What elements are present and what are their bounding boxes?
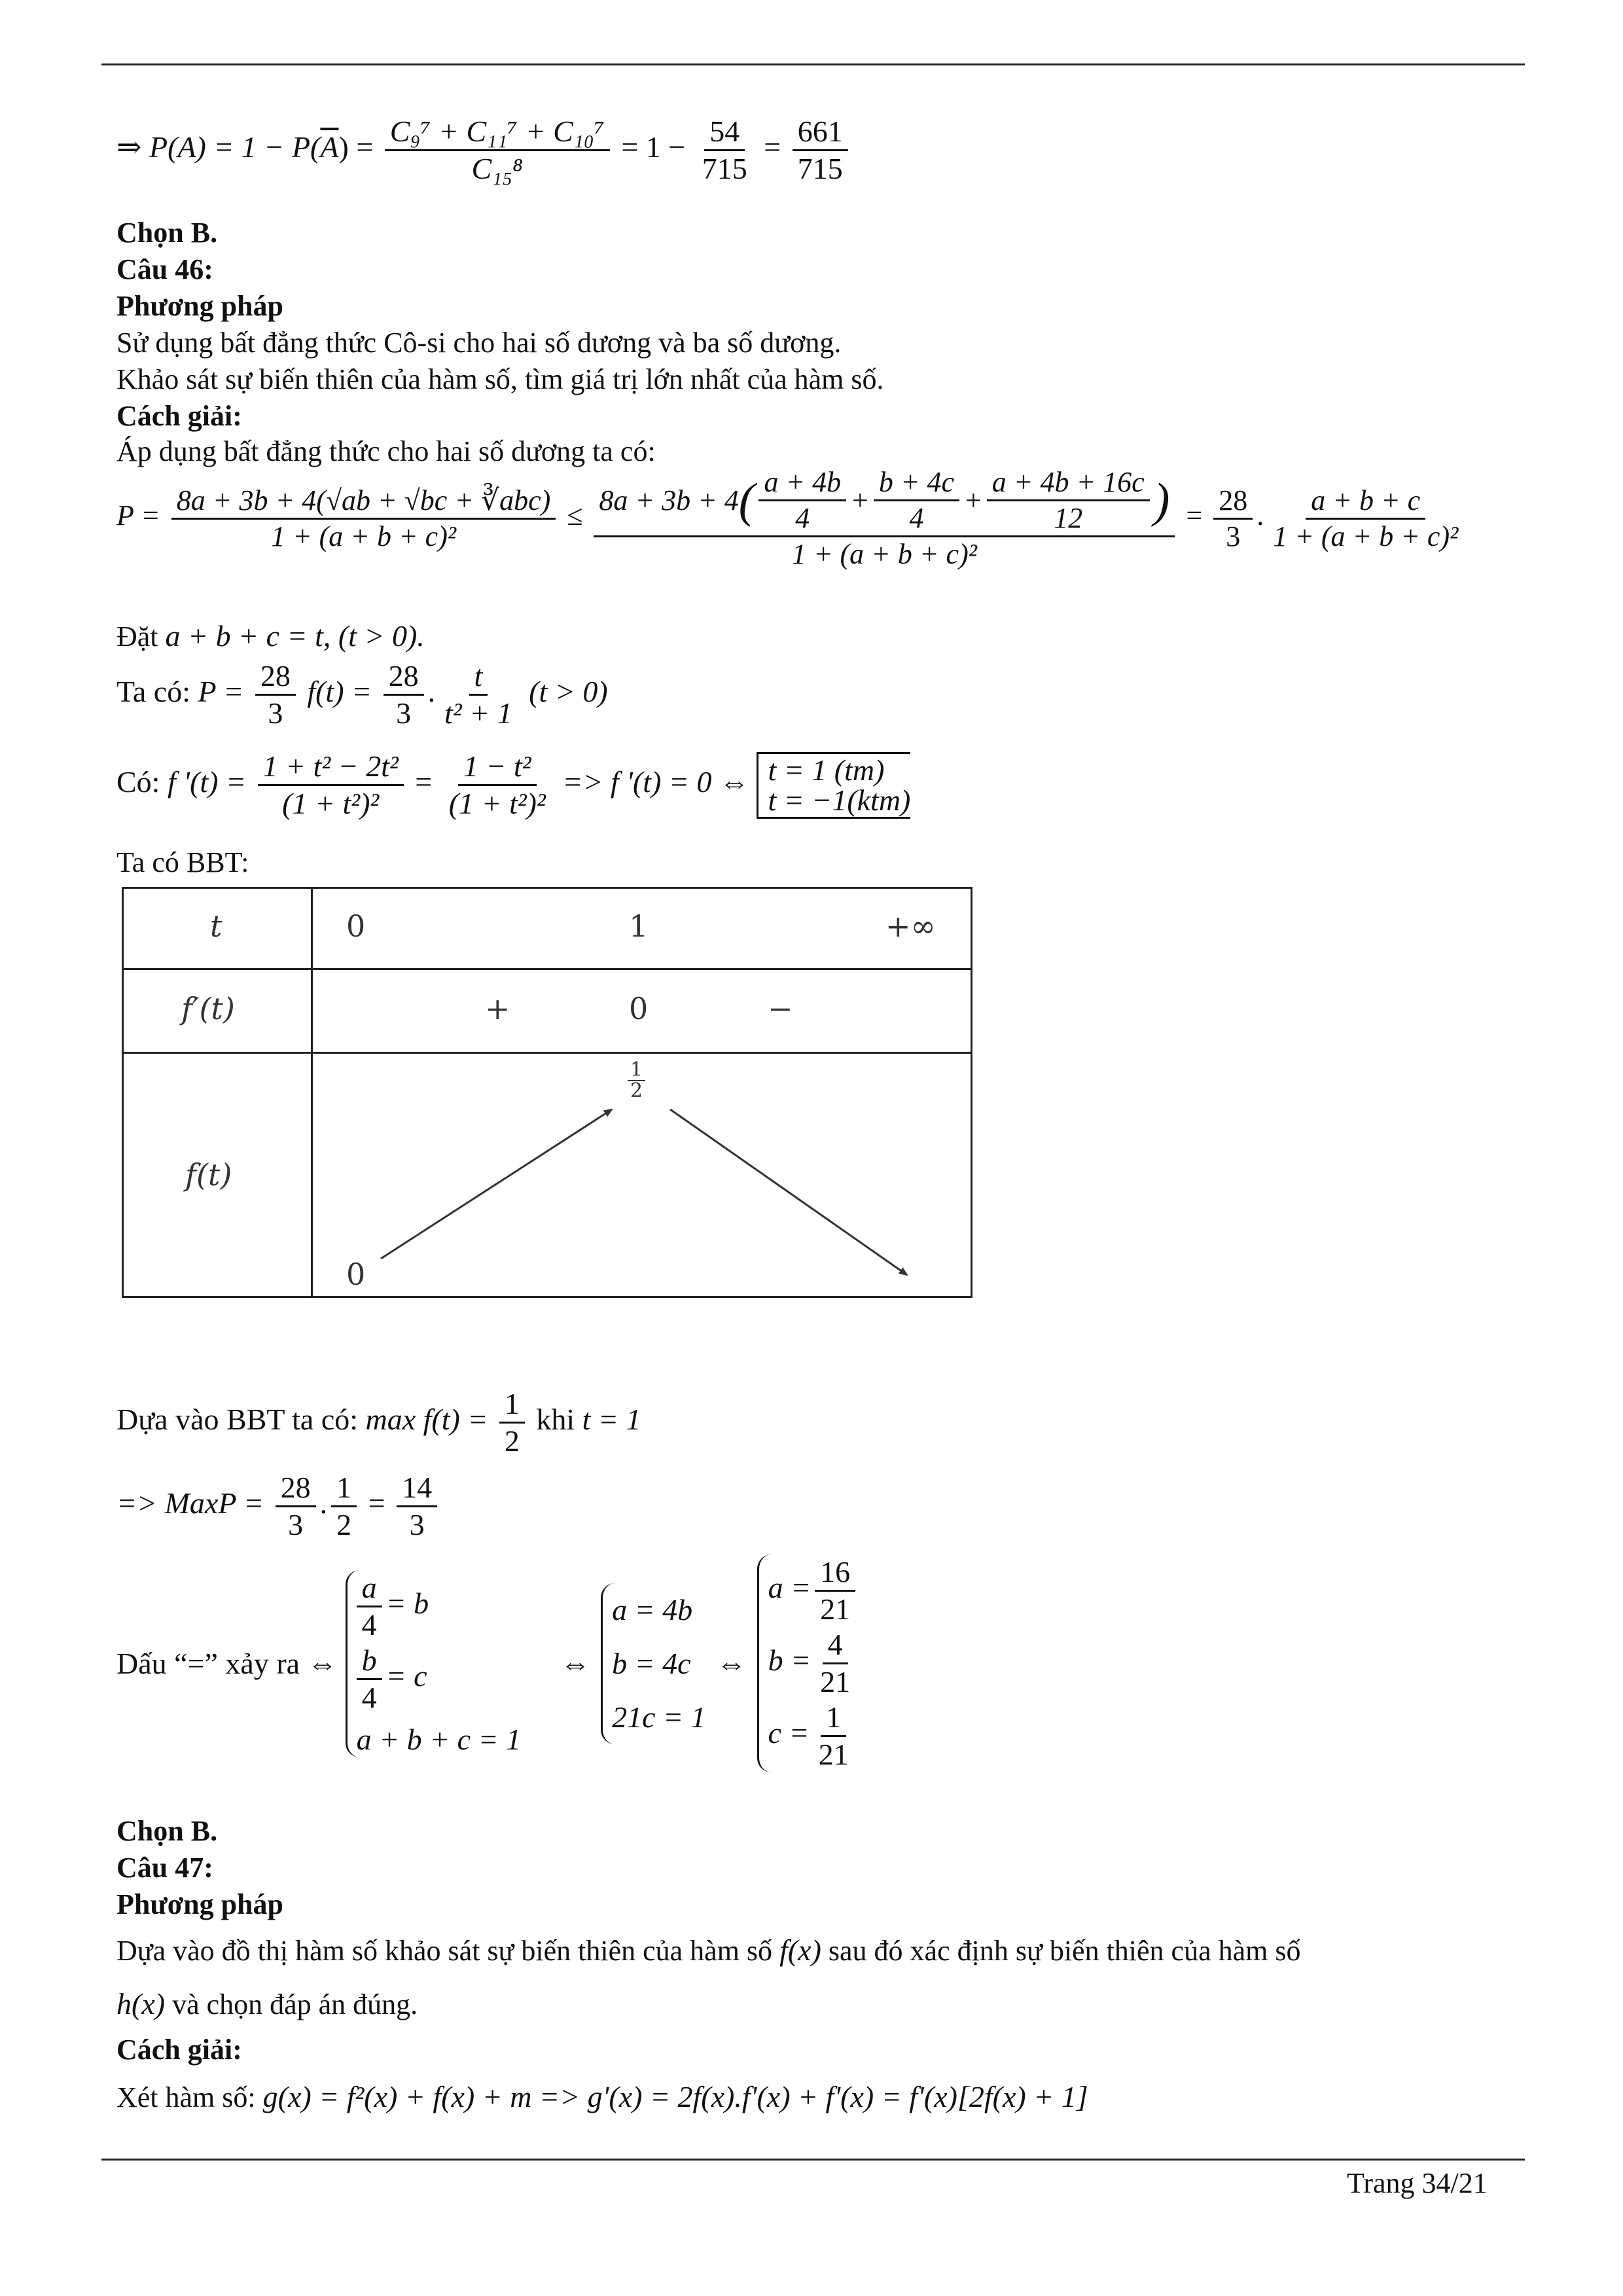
method-line-1: Sử dụng bất đẳng thức Cô-si cho hai số dương và ba số dương. xyxy=(116,327,842,359)
table-t-1: 1 xyxy=(629,908,649,944)
chon-b-heading-2: Chọn B. xyxy=(116,1815,218,1847)
taco-p-line: Ta có: P = $\frac{28}{3}$ f(t) = $\frac{28}{3}$ . $\frac{t}{\text{t² + 1}}$ (t > 0) xyxy=(116,659,608,730)
a-bar: $\overline{A}$ xyxy=(320,130,339,164)
system-2: a = 4b b = 4c 21c = 1 xyxy=(601,1583,705,1744)
method-line-2: Khảo sát sự biến thiên của hàm số, tìm giá trị lớn nhất của hàm số. xyxy=(116,363,884,395)
table-max-value: 1 2 xyxy=(628,1060,645,1101)
table-label-t: t xyxy=(210,908,223,944)
inequality-formula: P = $\frac{\text{8a + 3b + 4(√ab + √bc + ∛abc)}}{\text{1 + (a + b + c)²}}$ ≤ 8a + 3b + 4 ( $\frac{a + 4b}{4}$ + $\frac{b + 4c}{4}$ + $\frac{a + 4b + 16c}{12}$ ) 1 + (a + b + c)² = $\frac{28}{3}$ . $\frac{a + b + c}{\text{1 + (a + b + c)²}}$ xyxy=(116,466,1459,570)
cau47-solution-heading: Cách giải: xyxy=(116,2034,242,2066)
fraction-combination: $\frac{\text{C₉⁷ + C₁₁⁷ + C₁₀⁷}}{\text{C₁₅⁸}}$ xyxy=(385,117,610,184)
solution-bracket: t = 1 (tm) t = −1(ktm) xyxy=(757,752,910,819)
apply-text: Áp dụng bất đẳng thức cho hai số dương ta có: xyxy=(116,435,656,467)
cau47-xet-line: Xét hàm số: g(x) = f²(x) + f(x) + m => g'(x) = 2f(x).f'(x) + f'(x) = f'(x)[2f(x) + 1] xyxy=(116,2080,1088,2113)
table-label-fprime: f′(t) xyxy=(181,991,235,1026)
max-p-line: => MaxP = $\frac{28}{3}$ . $\frac{1}{2}$ = $\frac{14}{3}$ xyxy=(116,1473,441,1540)
probability-formula: ⇒ $P(A) = 1 - P(\overline{A})$ = $\frac{\text{C₉⁷ + C₁₁⁷ + C₁₀⁷}}{\text{C₁₅⁸}}$ = 1 − $\frac{54}{715}$ = $\frac{661}{715}$ xyxy=(116,117,852,184)
formula-start: ⇒ P(A) = 1 − P( xyxy=(116,130,321,164)
top-rule xyxy=(101,63,1525,65)
cau46-title: Câu 46: xyxy=(116,253,213,285)
formula-eq: ) = xyxy=(338,130,374,164)
fraction-54-715: $\frac{54}{715}$ xyxy=(702,115,747,185)
table-t-inf: +∞ xyxy=(885,908,936,944)
derivative-line: Có: f '(t) = $\frac{\text{1 + t² − 2t²}}{\text{(1 + t²)²}}$ = $\frac{\text{1 − t²}}{\text{(1 + t²)²}}$ => f '(t) = 0 ⇔ t = 1 (tm) t = −1(ktm) xyxy=(116,749,911,820)
variation-table xyxy=(122,887,972,1298)
table-sign-minus: − xyxy=(768,991,793,1026)
bbt-intro: Ta có BBT: xyxy=(116,846,249,878)
increasing-arrow xyxy=(381,1109,612,1259)
chon-b-heading: Chọn B. xyxy=(116,217,218,249)
system-1: $\frac{a}{4}$ = b $\frac{b}{4}$ = c a + b + c = 1 xyxy=(346,1570,522,1757)
cau47-title: Câu 47: xyxy=(116,1852,213,1884)
bottom-rule xyxy=(101,2159,1525,2161)
cau47-method-line-1: Dựa vào đồ thị hàm số khảo sát sự biến thiên của hàm số f(x) sau đó xác định sự biến thiên của hàm số xyxy=(116,1933,1301,1967)
table-label-f: f(t) xyxy=(185,1157,232,1193)
ineq-rhs-fraction: 8a + 3b + 4 ( $\frac{a + 4b}{4}$ + $\frac{b + 4c}{4}$ + $\frac{a + 4b + 16c}{12}$ ) 1 + (a + b + c)² xyxy=(594,468,1175,569)
solution-heading: Cách giải: xyxy=(116,400,242,432)
cau47-method-heading: Phương pháp xyxy=(116,1888,283,1920)
equality-condition: Dấu “=” xảy ra ⇔ $\frac{a}{4}$ = b $\frac{b}{4}$ = c a + b + c = 1 ⇔ a = 4b b = 4c 21c = 1 ⇔ a = $\frac{16}{21}$ b = $\frac{4}{21}$ c = $\frac{1}{21}$ xyxy=(116,1554,859,1772)
table-t-0: 0 xyxy=(346,908,366,944)
dat-line: Đặt a + b + c = t, (t > 0). xyxy=(116,619,425,653)
table-zero: 0 xyxy=(629,991,649,1026)
table-sign-plus: + xyxy=(485,991,510,1026)
fraction-661-715: $\frac{661}{715}$ xyxy=(793,117,848,184)
method-heading: Phương pháp xyxy=(116,290,283,322)
max-f-line: Dựa vào BBT ta có: max f(t) = $\frac{1}{2}$ khi t = 1 xyxy=(116,1387,641,1458)
cau47-method-line-2: h(x) và chọn đáp án đúng. xyxy=(116,1987,418,2020)
system-3: a = $\frac{16}{21}$ b = $\frac{4}{21}$ c = $\frac{1}{21}$ xyxy=(757,1554,860,1772)
decreasing-arrow xyxy=(670,1109,907,1275)
variation-arrows xyxy=(124,889,974,1300)
page-number: Trang 34/21 xyxy=(1347,2167,1488,2199)
table-min-value: 0 xyxy=(346,1257,366,1292)
ineq-lhs-fraction: $\frac{\text{8a + 3b + 4(√ab + √bc + ∛abc)}}{\text{1 + (a + b + c)²}}$ xyxy=(171,486,556,551)
